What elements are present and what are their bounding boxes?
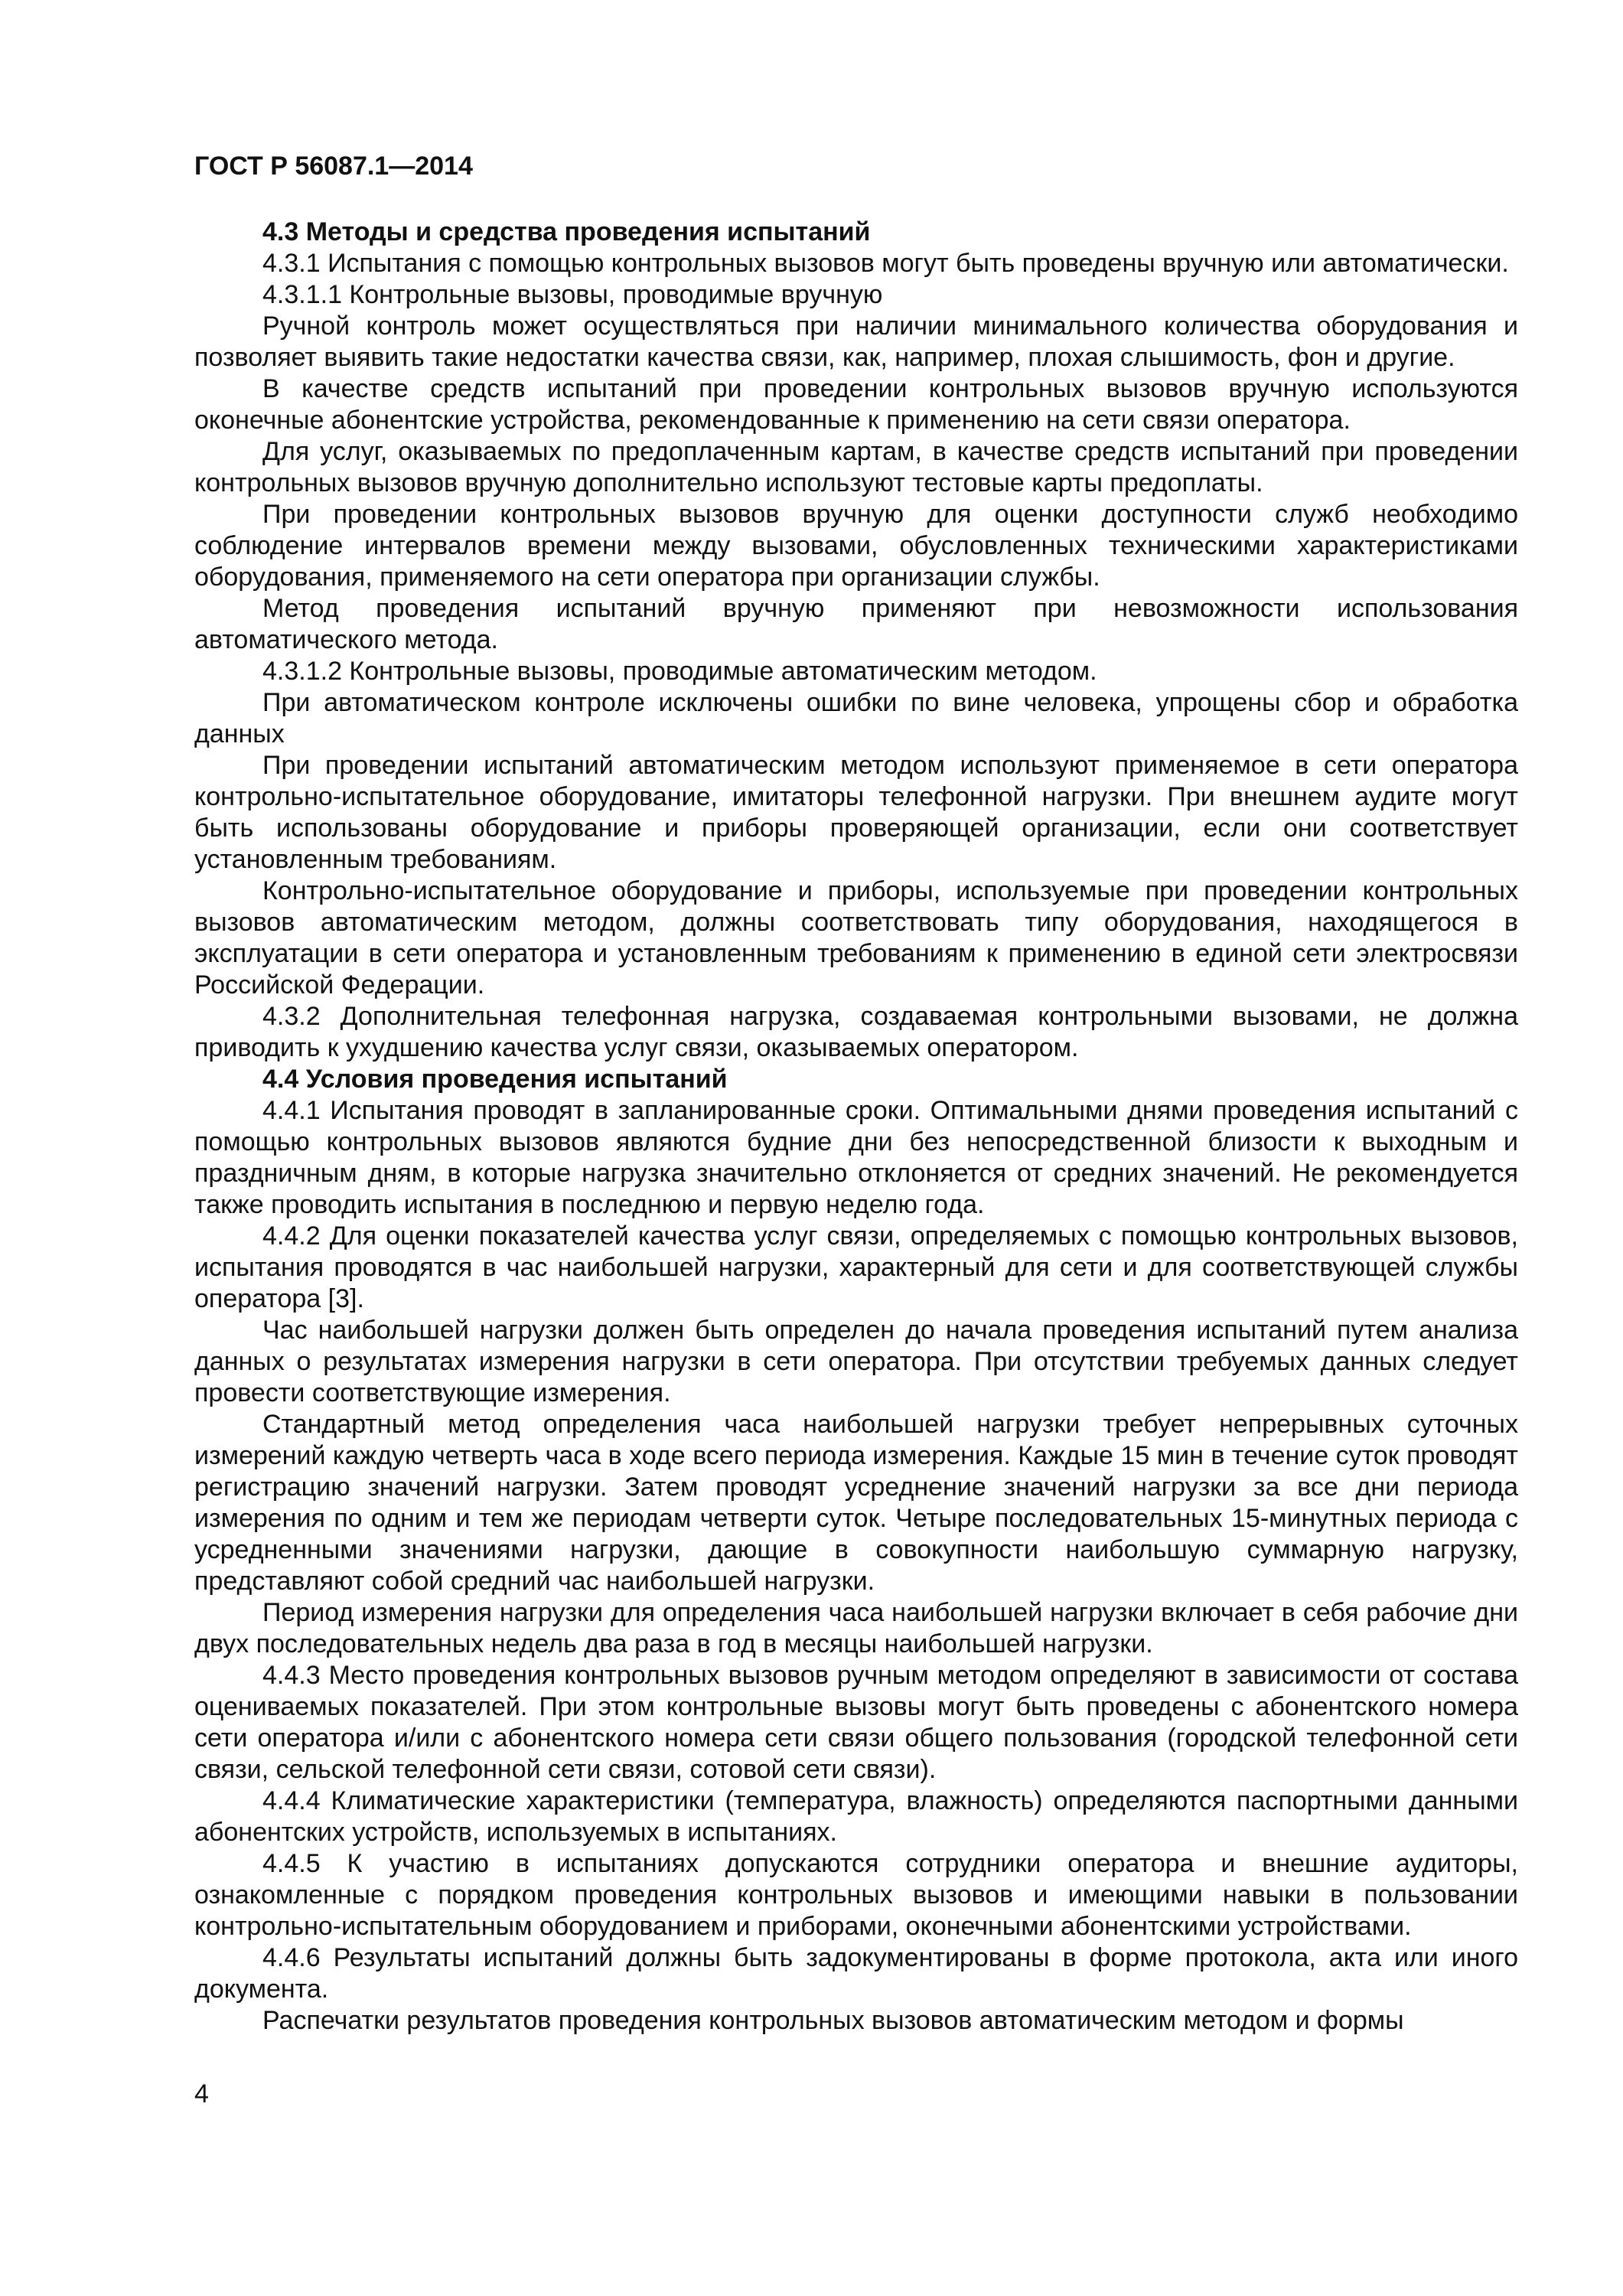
paragraph-4-4-2: 4.4.2 Для оценки показателей качества услуг связи, определяемых с помощью контрольных вызовов, испытания проводятся в час наибольшей нагрузки, характерный для сети и для соответствующей службы оператора [3]. — [194, 1221, 1518, 1313]
paragraph-peak-hour-3: Период измерения нагрузки для определения часа наибольшей нагрузки включает в себя рабочие дни двух последовательных недель два раза в год в месяцы наибольшей нагрузки. — [194, 1598, 1518, 1658]
paragraph-peak-hour-1: Час наибольшей нагрузки должен быть определен до начала проведения испытаний путем анализа данных о результатах измерения нагрузки в сети оператора. При отсутствии требуемых данных следует провести соответствующие измерения. — [194, 1316, 1518, 1407]
paragraph-printouts-continued: Распечатки результатов проведения контрольных вызовов автоматическим методом и формы — [262, 2006, 1404, 2035]
paragraph-auto-1: При автоматическом контроле исключены ошибки по вине человека, упрощены сбор и обработка данных — [194, 688, 1518, 748]
paragraph-4-3-1: 4.3.1 Испытания с помощью контрольных вызовов могут быть проведены вручную или автоматически. — [262, 249, 1509, 278]
paragraph-peak-hour-2: Стандартный метод определения часа наибольшей нагрузки требует непрерывных суточных измерений каждую четверть часа в ходе всего периода измерения. Каждые 15 мин в течение суток проводят регистрацию значений нагрузки. Затем проводят усреднение значений нагрузки за все дни периода измерения по одним и тем же периодам четверти суток. Четыре последовательных 15-минутных периода с усредненными значениями нагрузки, дающие в совокупности наибольшую суммарную нагрузку, представляют собой средний час наибольшей нагрузки. — [194, 1410, 1518, 1596]
paragraph-manual-2: В качестве средств испытаний при проведении контрольных вызовов вручную используются оконечные абонентские устройства, рекомендованные к применению на сети связи оператора. — [194, 374, 1518, 435]
paragraph-4-3-2: 4.3.2 Дополнительная телефонная нагрузка, создаваемая контрольными вызовами, не должна приводить к ухудшению качества услуг связи, оказываемых оператором. — [194, 1002, 1518, 1062]
subsection-title-4-3-1-1: 4.3.1.1 Контрольные вызовы, проводимые вручную — [262, 280, 883, 309]
paragraph-4-4-6: 4.4.6 Результаты испытаний должны быть задокументированы в форме протокола, акта или иного документа. — [194, 1943, 1518, 2004]
paragraph-4-4-3: 4.4.3 Место проведения контрольных вызовов ручным методом определяют в зависимости от состава оцениваемых показателей. При этом контрольные вызовы могут быть проведены с абонентского номера сети оператора и/или с абонентского номера сети связи общего пользования (городской телефонной сети связи, сельской телефонной сети связи, сотовой сети связи). — [194, 1661, 1518, 1784]
paragraph-4-4-5: 4.4.5 К участию в испытаниях допускаются сотрудники оператора и внешние аудиторы, ознакомленные с порядком проведения контрольных вызовов и имеющими навыки в пользовании контрольно-испытательным оборудованием и приборами, оконечными абонентскими устройствами. — [194, 1849, 1518, 1941]
document-code-header: ГОСТ Р 56087.1—2014 — [194, 152, 473, 181]
document-body — [194, 217, 1518, 2037]
paragraph-manual-1: Ручной контроль может осуществляться при наличии минимального количества оборудования и позволяет выявить такие недостатки качества связи, как, например, плохая слышимость, фон и другие. — [194, 311, 1518, 372]
paragraph-auto-3: Контрольно-испытательное оборудование и приборы, используемые при проведении контрольных вызовов автоматическим методом, должны соответствовать типу оборудования, находящегося в эксплуатации в сети оператора и установленным требованиям к применению в единой сети электросвязи Российской Федерации. — [194, 876, 1518, 1000]
paragraph-manual-3: Для услуг, оказываемых по предоплаченным картам, в качестве средств испытаний при проведении контрольных вызовов вручную дополнительно используют тестовые карты предоплаты. — [194, 437, 1518, 497]
paragraph-manual-4: При проведении контрольных вызовов вручную для оценки доступности служб необходимо соблюдение интервалов времени между вызовами, обусловленных техническими характеристиками оборудования, применяемого на сети оператора при организации службы. — [194, 500, 1518, 592]
paragraph-auto-2: При проведении испытаний автоматическим методом используют применяемое в сети оператора контрольно-испытательное оборудование, имитаторы телефонной нагрузки. При внешнем аудите могут быть использованы оборудование и приборы проверяющей организации, если они соответствует установленным требованиям. — [194, 751, 1518, 874]
section-heading-4-3: 4.3 Методы и средства проведения испытаний — [262, 217, 871, 246]
page-number: 4 — [194, 2079, 209, 2108]
paragraph-4-4-1: 4.4.1 Испытания проводят в запланированные сроки. Оптимальными днями проведения испытаний с помощью контрольных вызовов являются будние дни без непосредственной близости к выходным и праздничным дням, в которые нагрузка значительно отклоняется от средних значений. Не рекомендуется также проводить испытания в последнюю и первую неделю года. — [194, 1096, 1518, 1219]
section-heading-4-4: 4.4 Условия проведения испытаний — [262, 1065, 728, 1094]
paragraph-manual-5: Метод проведения испытаний вручную применяют при невозможности использования автоматического метода. — [194, 594, 1518, 654]
paragraph-4-4-4: 4.4.4 Климатические характеристики (температура, влажность) определяются паспортными данными абонентских устройств, используемых в испытаниях. — [194, 1786, 1518, 1847]
subsection-title-4-3-1-2: 4.3.1.2 Контрольные вызовы, проводимые автоматическим методом. — [262, 657, 1097, 686]
